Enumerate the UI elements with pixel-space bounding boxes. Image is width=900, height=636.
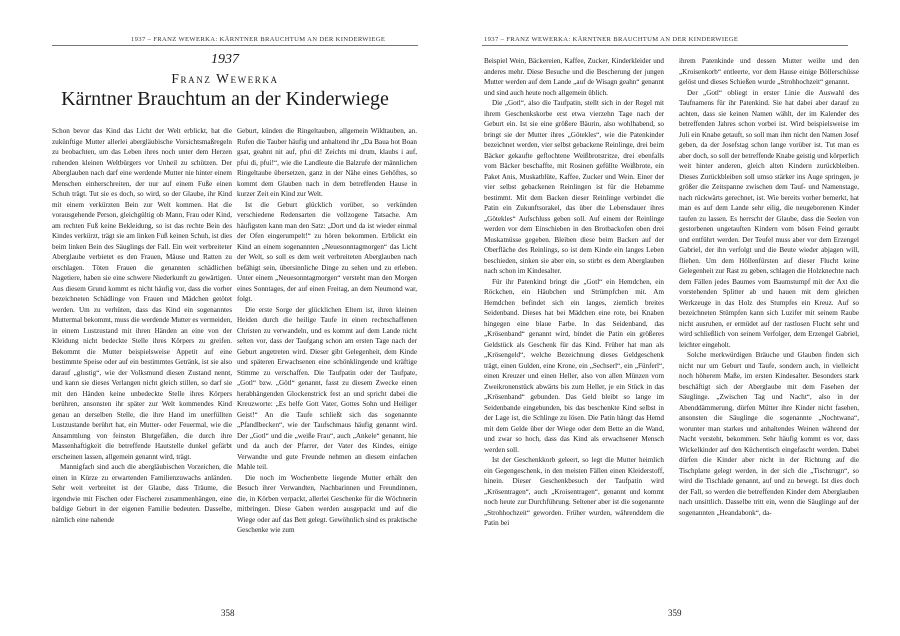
paragraph: Mannigfach sind auch die abergläubischen Vorzeichen, die einen in Kürze zu erwartenden Familienzuwachs anländen. Sehr weit verbreitet ist der Glaube, dass Träume, die irgendwie mit Fischen oder Fischerei zusammenhängen, eine baldige Geburt in der eigenen Familie bedeuten. Dasselbe, nämlich eine nahende bbox=[52, 463, 232, 524]
text-column-right bbox=[679, 56, 859, 596]
text-column-left bbox=[52, 126, 232, 596]
paragraph: Die erste Sorge der glücklichen Eltern ist, ihren kleinen Heiden durch die heilige Taufe in einen rechtschaffenen Christen zu verwandeln, und es kommt auf dem Lande nicht selten vor, dass der Taufgang schon am ersten Tage nach der Geburt angetreten wird. Dieser gibt Gelegenheit, dem Kinde und späteren Erwachsenen eine schönklingende und kräftige Stimme zu verschaffen. Die Taufpatin oder der Taufpate, „Gotl“ bzw. „Götl“ genannt, fasst zu diesem Zwecke einen herabhängenden Glockenstrick fest an und spricht dabei die Kreuzworte: „Es helfe Gott Vater, Gottes Sohn und Heiliger Geist!“ An die Taufe schließt sich das sogenannte „Pfandlbecken“, wie der Taufschmaus häufig genannt wird. Der „Gotl“ und die „weiße Frau“, auch „Ankele“ genannt, hie und da auch der Pfarrer, der Vater des Kindes, einige Verwandte und gute Freunde nehmen an diesem einfachen Mahle teil. bbox=[237, 305, 417, 471]
paragraph: Für ihr Patenkind bringt die „Gotl“ ein Hemdchen, ein Röckchen, ein Häubchen und Strümpfchen mit. Am Hemdchen befindet sich ein langes, ziemlich breites Seidenband. Dieses hat bei Mädchen eine rote, bei Knaben hingegen eine blaue Farbe. In das Seidenband, das „Krösenband“ genannt wird, bindet die Patin ein größeres Geldstück als Geschenk für das Kind. Früher hat man als „Krösengeld“, welche Bezeichnung dieses Geldgeschenk trägt, einen Gulden, eine Krone, ein „Sechserl“, ein „Fünferl“, einen Kreuzer und einen Heller, also von allen Münzen vom Zweikronenstück abwärts bis zum Heller, je ein Stück in das „Krösenband“ gebunden. Das Geld bleibt so lange im Seidenbande eingebunden, bis das beschenkte Kind selbst in der Lage ist, die Schlinge zu lösen. Die Patin hängt das Hemd mit dem Gelde über der Wiege oder dem Bette an die Wand, und zwar so hoch, dass das Kind als erwachsener Mensch werden soll. bbox=[484, 277, 664, 454]
chapter-year: 1937 bbox=[211, 52, 239, 67]
header-rule bbox=[482, 45, 848, 46]
page-number: 358 bbox=[221, 608, 235, 618]
chapter-title: Kärntner Brauchtum an der Kinderwiege bbox=[61, 88, 389, 110]
paragraph: Die „Gotl“, also die Taufpatin, stellt sich in der Regel mit ihrem Geschenkskorbe erst etwa vierzehn Tage nach der Geburt ein. Ist sie eine größere Bäurin, also wohlhabend, so bringt sie der Mutter ihres „Götekles“, wie die Patenkinder bezeichnet werden, vier selbst gebackene Reinlinge, drei beim Bäcker gekaufte geflochtene Weißbrotstritze, drei ebenfalls vom Bäcker beschaffte, mit Rosinen gefüllte Weißbrote, ein Paket Anis, Muskatblüte, Kaffee, Zucker und Wein. Einer der vier selbst gebackenen Reinlingen ist für die Hebamme bestimmt. Mit dem Backen dieser Reinlinge verbindet die Patin ein Zukunftsorakel, das über die Lebensdauer ihres „Götekles“ Aufschluss geben soll. Auf einem der Reinlinge werden vor dem Einschieben in den Brotbackofen oben drei Muskatnüsse gegeben. Bleiben diese beim Backen auf der Oberfläche des Reinlings, so ist dem Kinde ein langes Leben beschieden, sinken sie aber ein, so stirbt es dem Aberglauben nach schon im Kindesalter. bbox=[484, 99, 664, 275]
text-column-left bbox=[484, 56, 664, 596]
paragraph: Geburt, künden die Ringeltauben, allgemein Wildtauben, an. Rufen die Tauber häufig und anhaltend ihr „Da Baua hot Boan gsat, geahnt nit auf, pfui di! Zeichts mi drum, klaubs i auf, pfui di, pfui!“, wie die Landleute die Balzrufe der männlichen Ringeltaube übersetzen, ganz in der Nähe eines Gehöftes, so kommt dem Glauben nach in dem betreffenden Hause in kurzer Zeit ein Kind zur Welt. bbox=[237, 127, 417, 198]
paragraph: Der „Gotl“ obliegt in erster Linie die Auswahl des Taufnamens für ihr Patenkind. Sie hat dabei aber darauf zu achten, dass sie keinen Namen wählt, der im Kalender des betreffenden Jahres schon vorbei ist. Wird beispielsweise im Juli ein Knabe getauft, so soll man ihm nicht den Namen Josef geben, da der Josefstag schon lange vorüber ist. Tut man es aber doch, so soll der betreffende Knabe geistig und körperlich weit hinter anderen, gleich alten Kindern zurückbleiben. Dieses Zurückbleiben soll umso stärker ins Auge springen, je größer die Zeitspanne zwischen dem Tauf- und Namenstage, nach rückwärts gerechnet, ist. Wie bereits vorher bemerkt, hat man es auf dem Lande sehr eilig, die neugeborenen Kinder taufen zu lassen. Es herrscht der Glaube, dass die Seelen von gestorbenen ungetauften Kindern vom bösen Feind geraubt und entführt werden. Der Teufel muss aber vor dem Erzengel Gabriel, der ihn verfolgt und die Beute wieder abjagen will, fliehen. Um dem Höllenfürsten auf dieser Flucht keine Gelegenheit zur Rast zu geben, schlagen die Holzknechte nach dem Fällen jedes Baumes vom Baumstumpf mit der Axt die vorstehenden Splitter ab und hauen mit dem gleichen Werkzeuge in das Holz des Stumpfes ein Kreuz. Auf so bezeichneten Stümpfen kann sich Luzifer mit seinem Raube nicht ausruhen, er ermüdet auf der rastlosen Flucht sehr und wird schließlich von seinem Verfolger, dem Erzengel Gabriel, leichter eingeholt. bbox=[679, 88, 859, 349]
paragraph: Die noch im Wochenbette liegende Mutter erhält den Besuch ihrer Verwandten, Nachbarinnen und Freundinnen, die, in Körben verpackt, allerlei Geschenke für die Wöchnerin mitbringen. Diese Gaben werden ausgepackt und auf die Wiege oder auf das Bett gelegt. Gewöhnlich sind es praktische Geschenke wie zum bbox=[237, 473, 417, 534]
paragraph: Ist die Geburt glücklich vorüber, so verkünden verschiedene Redensarten die vollzogene Tatsache. Am häufigsten kann man den Satz: „Dort und da ist wieder einmal der Ofen eingerumpelt!“ zu hören bekommen. Erblickt ein Kind an einem sogenannten „Neuesonntagmorgen“ das Licht der Welt, so soll es dem weit verbreiteten Aberglauben nach befähigt sein, übersinnliche Dinge zu sehen und zu erleben. Unter einem „Neuesonntagmorgen“ versteht man den Morgen eines Sonntages, der auf einen Freitag, an dem Neumond war, folgt. bbox=[237, 200, 417, 303]
header-rule bbox=[52, 45, 418, 46]
paragraph: Ist der Geschenkkorb geleert, so legt die Mutter heimlich ein Gegengeschenk, in den meisten Fällen einen Kleiderstoff, hinein. Dieser Geschenkbesuch der Taufpatin wird „Krösentragen“, auch „Kroisentragen“, genannt und kommt noch heute zur Durchführung. Seltener aber ist die sogenannte „Strohhochzeit“ geworden. Früher wurden, währenddem die Patin bei bbox=[484, 456, 664, 527]
paragraph: ihrem Patenkinde und dessen Mutter weilte und den „Kroisenkorb“ entleerte, vor dem Hause einige Böllerschüsse gelöst und dieses Schießen wurde „Strohhochzeit“ genannt. bbox=[679, 57, 859, 86]
running-head: 1937 – FRANZ WEWERKA: KÄRNTNER BRAUCHTUM AN DER KINDERWIEGE bbox=[131, 36, 386, 43]
chapter-author: Franz Wewerka bbox=[171, 71, 279, 86]
paragraph: Solche merkwürdigen Bräuche und Glauben finden sich nicht nur um Geburt und Taufe, sondern auch, in vielleicht noch höherem Maße, im ersten Kindesalter. Besonders stark beschäftigt sich der Aberglaube mit dem Fasehen der Säuglinge. „Zwischen Tag und Nacht“, also in der Abenddämmerung, dürfen Mütter ihre Kinder nicht fasehen, ansonsten die Säuglinge die sogenannte „Nochtwana“, worunter man starkes und anhaltendes Weinen während der Nacht versteht, bekommen. Sehr häufig kommt es vor, dass Wickelkinder auf den Küchentisch eingefascht werden. Dabei dürfen die Kinder aber nicht in der Richtung auf die Tischplatte gelegt werden, in der sich die „Tischtrugn“, so wird die Tischlade genannt, auf und zu bewegt. Ist dies doch der Fall, so werden die betreffenden Kinder dem Aberglauben nach unsittlich. Dasselbe tritt ein, wenn die Säuglinge auf der sogenannten „Heandabonk“, da- bbox=[679, 351, 859, 517]
page-number: 359 bbox=[668, 608, 682, 618]
paragraph: Beispiel Wein, Bäckereien, Kaffee, Zucker, Kinderkleider und anderes mehr. Diese Besuche und die Bescherung der jungen Mutter werden auf dem Lande „auf de Wisagn geahn“ genannt und sind auch heute noch allgemein üblich. bbox=[484, 57, 664, 97]
text-column-right bbox=[237, 126, 417, 596]
paragraph: Schon bevor das Kind das Licht der Welt erblickt, hat die zukünftige Mutter allerlei abergläubische Vorsichtsmaßregeln zu beobachten, um das Leben ihres noch unter dem Herzen ruhenden kleinen Weltbürgers vor Unheil zu schützen. Der Aberglauben nach darf eine werdende Mutter nie hinter einem Menschen einherschreiten, der nur auf einem Fuße einen Schuh trägt. Tut sie es doch, so wird, so der Glaube, ihr Kind mit einem verkürzten Bein zur Welt kommen. Hat die vorausgehende Person, gleichgültig ob Mann, Frau oder Kind, am rechten Fuß keine Bekleidung, so ist das rechte Bein des Kindes verkürzt, trägt sie am linken Fuß keinen Schuh, ist dies beim linken Bein des Säuglings der Fall. Ein weit verbreiteter Aberglaube verbietet es den Frauen, Mäuse und Ratten zu erschlagen. Töten Frauen die genannten schädlichen Nagetiere, haben sie eine schwere Niederkunft zu gewärtigen. Aus diesem Grund kommt es nicht häufig vor, dass die vorher bezeichneten Schädlinge von Frauen und Mädchen getötet werden. Um zu verhüten, dass das Kind ein sogenanntes Muttermal bekommt, muss die werdende Mutter es vermeiden, in einem Lustzustand mit ihren Händen an eine von der Kleidung nicht bedeckte Stelle ihres Körpers zu greifen. Bekommt die Mutter beispielsweise Appetit auf eine bestimmte Speise oder auf ein bestimmtes Getränk, ist sie also darauf „glustig“, wie der Volksmund diesen Zustand nennt, und kann sie dieses Verlangen nicht gleich stillen, so darf sie mit den Händen keine unbedeckte Stelle ihres Körpers berühren, ansonsten ihr später zur Welt kommendes Kind genau an derselben Stelle, die ihre Hand im unerfüllten Lustzustande berührt hat, ein Mutter- oder Feuermal, wie die Ansammlung von feinsten Blutgefäßen, die durch ihre Massenhaftigkeit die betreffende Hautstelle dunkel gefärbt erscheinen lassen, allgemein genannt wird, trägt. bbox=[52, 127, 232, 461]
running-head: 1937 – FRANZ WEWERKA: KÄRNTNER BRAUCHTUM AN DER KINDERWIEGE bbox=[484, 36, 739, 43]
right-page bbox=[450, 0, 900, 636]
